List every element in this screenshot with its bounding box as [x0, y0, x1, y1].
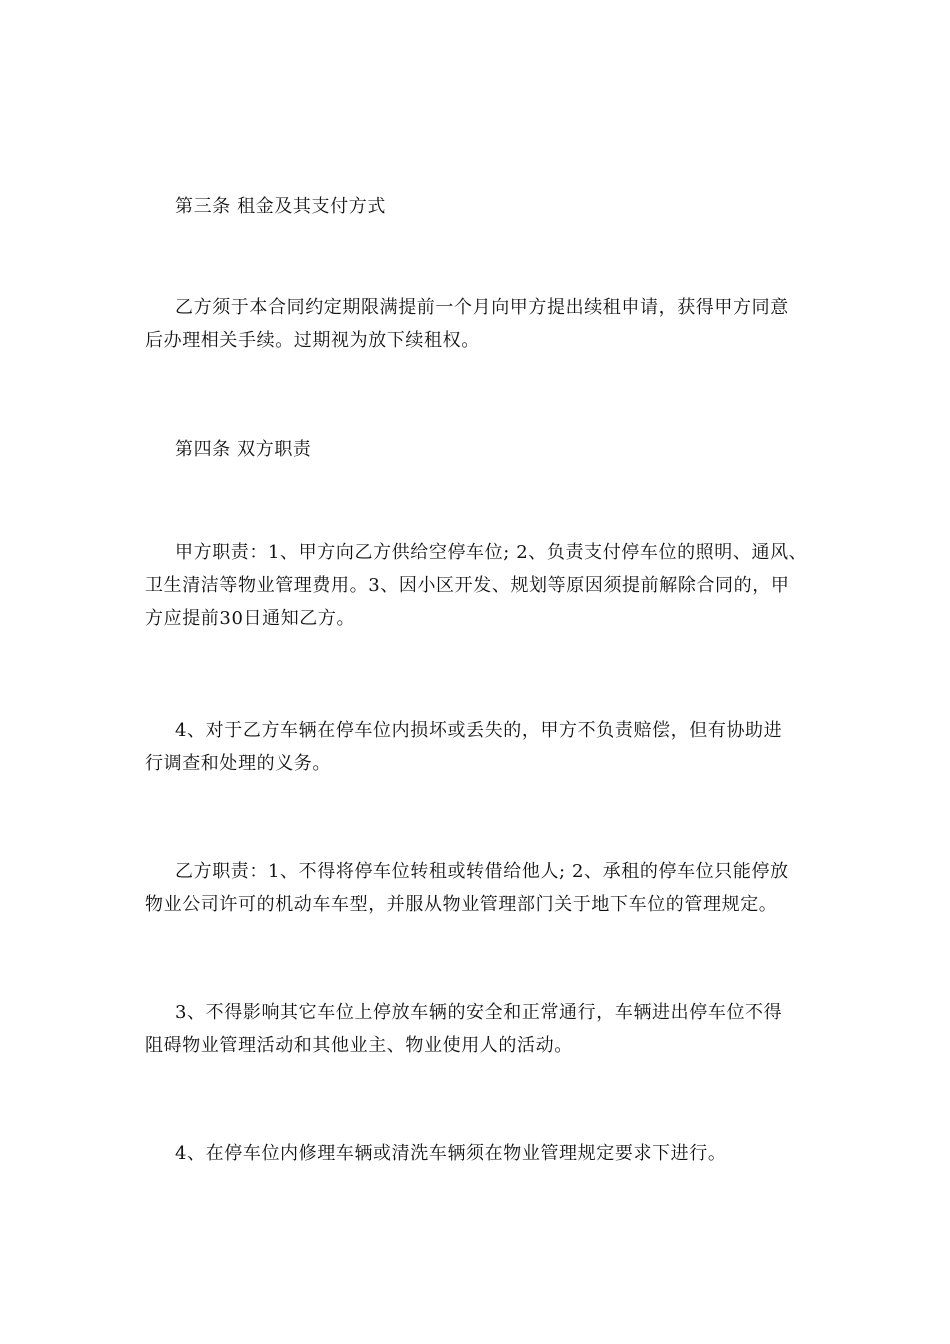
text-line: 乙方职责：1、不得将停车位转租或转借给他人; 2、承租的停车位只能停放 [175, 861, 789, 882]
paragraph-party-b-item-3 [145, 996, 815, 1062]
paragraph-party-a-item-4 [145, 714, 815, 780]
paragraph-renewal [145, 291, 815, 357]
paragraph-party-b-duties [145, 855, 815, 921]
text-line: 甲方职责：1、甲方向乙方供给空停车位; 2、负责支付停车位的照明、通风、 [175, 542, 808, 563]
text-line: 第四条 双方职责 [175, 439, 312, 460]
text-line: 行调查和处理的义务。 [145, 753, 331, 774]
text-line: 第三条 租金及其支付方式 [175, 196, 386, 217]
paragraph-party-b-item-4 [145, 1137, 815, 1170]
paragraph-party-a-duties [145, 536, 815, 635]
text-line: 阻碍物业管理活动和其他业主、物业使用人的活动。 [145, 1035, 573, 1056]
text-line: 卫生清洁等物业管理费用。3、因小区开发、规划等原因须提前解除合同的，甲 [145, 575, 790, 596]
text-line: 乙方须于本合同约定期限满提前一个月向甲方提出续租申请，获得甲方同意 [175, 297, 789, 318]
text-line: 物业公司许可的机动车车型，并服从物业管理部门关于地下车位的管理规定。 [145, 894, 778, 915]
text-line: 方应提前30日通知乙方。 [145, 608, 356, 629]
text-line: 3、不得影响其它车位上停放车辆的安全和正常通行，车辆进出停车位不得 [175, 1002, 783, 1023]
section-heading-article-3 [145, 190, 815, 223]
section-heading-article-4 [145, 433, 815, 466]
text-line: 4、对于乙方车辆在停车位内损坏或丢失的，甲方不负责赔偿，但有协助进 [175, 720, 783, 741]
text-line: 4、在停车位内修理车辆或清洗车辆须在物业管理规定要求下进行。 [175, 1143, 727, 1164]
text-line: 后办理相关手续。过期视为放下续租权。 [145, 330, 480, 351]
